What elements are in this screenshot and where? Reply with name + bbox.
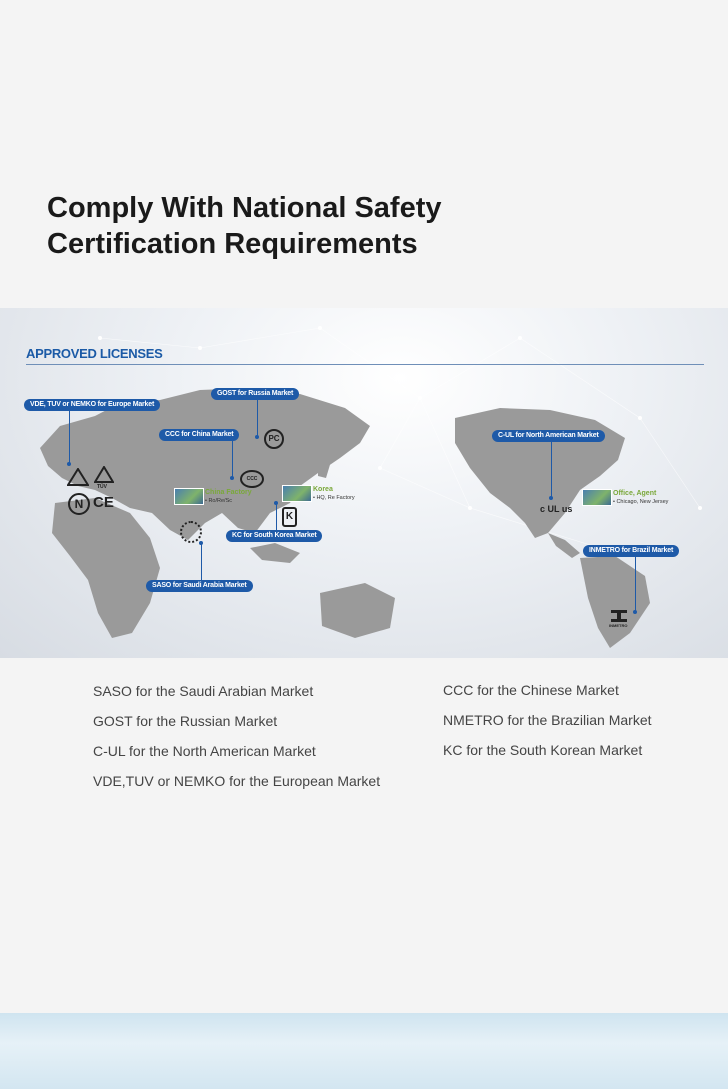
list-item: NMETRO for the Brazilian Market — [443, 712, 652, 728]
list-item: C-UL for the North American Market — [93, 743, 316, 759]
gost-mark-icon: PC — [264, 429, 284, 449]
list-item: GOST for the Russian Market — [93, 713, 278, 729]
pin-dot-russia — [255, 435, 259, 439]
title-line-1: Comply With National Safety — [47, 192, 442, 224]
usa-office-name: Office, Agent — [613, 490, 657, 497]
china-factory-image — [174, 488, 204, 505]
list-item: VDE,TUV or NEMKO for the European Market — [93, 773, 381, 789]
china-factory-detail: • Ro/Re/Sc — [205, 498, 232, 504]
korea-site-name: Korea — [313, 486, 333, 493]
list-item: KC for the South Korean Market — [443, 742, 643, 758]
ccc-mark-icon: CCC — [240, 470, 264, 488]
pin-dot-europe — [67, 462, 71, 466]
saso-mark-icon — [180, 521, 202, 543]
nemko-mark-icon: N — [68, 493, 90, 515]
pin-line-china — [232, 441, 233, 477]
tag-saudi: SASO for Saudi Arabia Market — [146, 580, 253, 592]
pin-dot-north-america — [549, 496, 553, 500]
pin-line-korea — [276, 504, 277, 530]
heading-divider — [26, 364, 704, 365]
tag-korea: KC for South Korea Market — [226, 530, 322, 542]
inmetro-logo-icon — [611, 610, 627, 622]
pin-line-brazil — [635, 557, 636, 611]
china-factory-name: China Factory — [205, 489, 252, 496]
pin-dot-china — [230, 476, 234, 480]
pin-line-saudi — [201, 544, 202, 580]
footer-sky-banner — [0, 1013, 728, 1089]
korea-site-image — [282, 485, 312, 502]
list-item: SASO for the Saudi Arabian Market — [93, 683, 314, 699]
tag-russia: GOST for Russia Market — [211, 388, 299, 400]
tag-brazil: INMETRO for Brazil Market — [583, 545, 679, 557]
korea-site-detail: • HQ, Re Factory — [313, 495, 355, 501]
tuv-triangle-icon — [94, 466, 114, 483]
continents — [40, 388, 650, 648]
approved-licenses-heading: APPROVED LICENSES — [26, 346, 163, 361]
tuv-mark-label: TÜV — [97, 484, 107, 490]
title-line-2: Certification Requirements — [47, 228, 418, 260]
inmetro-mark-label: INMETRO — [609, 623, 628, 628]
tag-north-america: C-UL for North American Market — [492, 430, 605, 442]
usa-office-image — [582, 489, 612, 506]
kc-mark-icon: K — [282, 507, 297, 527]
certifications-list-right — [443, 680, 652, 770]
cul-mark-icon: c UL us — [540, 504, 573, 514]
page-title — [47, 190, 567, 262]
list-item: CCC for the Chinese Market — [443, 682, 619, 698]
certifications-list-left — [93, 681, 380, 801]
pin-line-europe — [69, 411, 70, 463]
pin-line-north-america — [551, 442, 552, 497]
ce-mark-icon: CE — [93, 494, 114, 511]
pin-line-russia — [257, 400, 258, 436]
tag-china: CCC for China Market — [159, 429, 239, 441]
pin-dot-brazil — [633, 610, 637, 614]
tag-europe: VDE, TUV or NEMKO for Europe Market — [24, 399, 160, 411]
vde-mark-icon — [67, 468, 89, 486]
usa-office-detail: • Chicago, New Jersey — [613, 499, 669, 505]
approved-licenses-map — [0, 308, 728, 658]
